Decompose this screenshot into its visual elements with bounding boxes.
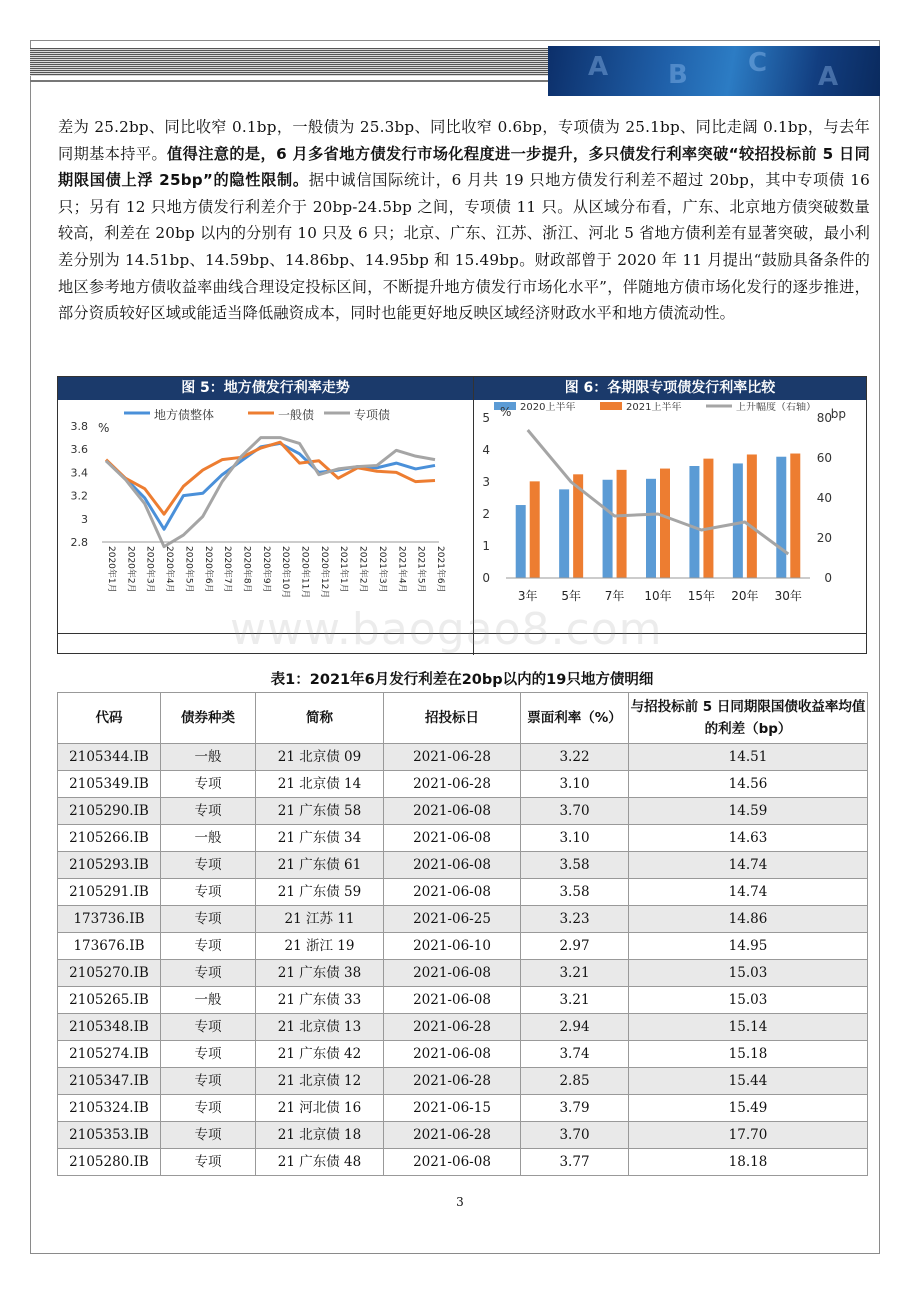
legend-label: 2020上半年 [520, 402, 576, 413]
legend-label: 2021上半年 [626, 402, 682, 413]
y-tick-label: 2 [482, 507, 490, 521]
cell-tender-date: 2021-06-28 [384, 1014, 521, 1041]
x-tick-label: 2020年8月 [241, 546, 252, 593]
cell-short-name: 21 广东债 59 [256, 879, 384, 906]
x-tick-label: 2020年6月 [202, 546, 213, 593]
x-tick-label: 15年 [687, 589, 716, 603]
y-tick-label: 3 [81, 512, 88, 526]
unit-label-right: bp [830, 407, 846, 421]
cell-type: 专项 [161, 1095, 256, 1122]
table-row [58, 987, 868, 1014]
y2-tick-label: 20 [816, 531, 832, 545]
header-code: 代码 [58, 693, 161, 744]
table-title: 表1：2021年6月发行利差在20bp以内的19只地方债明细 [270, 672, 654, 688]
cell-spread: 14.59 [629, 798, 868, 825]
table-body [58, 744, 868, 1176]
cell-spread: 15.03 [629, 960, 868, 987]
cell-code: 2105274.IB [58, 1041, 161, 1068]
x-tick-label: 2020年1月 [106, 546, 116, 593]
cell-type: 一般 [161, 987, 256, 1014]
cell-code: 173736.IB [58, 906, 161, 933]
cell-code: 2105290.IB [58, 798, 161, 825]
y2-tick-label: 40 [816, 491, 832, 505]
x-tick-label: 10年 [644, 589, 672, 603]
bar-2020h1 [733, 463, 743, 578]
legend-label: 地方债整体 [154, 408, 215, 422]
cell-type: 专项 [161, 1122, 256, 1149]
cell-coupon: 3.21 [521, 987, 629, 1014]
x-tick-label: 2020年10月 [280, 546, 291, 599]
y-tick-label: 3.4 [70, 466, 88, 480]
cell-spread: 14.63 [629, 825, 868, 852]
cell-tender-date: 2021-06-08 [384, 1149, 521, 1176]
cell-spread: 15.44 [629, 1068, 868, 1095]
cell-code: 2105348.IB [58, 1014, 161, 1041]
header-tender-date: 招投标日 [384, 693, 521, 744]
cell-coupon: 3.70 [521, 798, 629, 825]
cell-type: 一般 [161, 825, 256, 852]
cell-short-name: 21 北京债 14 [256, 771, 384, 798]
paragraph-part2: 据中诚信国际统计，6 月共 19 只地方债发行利差不超过 20bp，其中专项债 16 只；另有 12 只地方债发行利差介于 20bp-24.5bp 之间，专项债 11 只。从区域分布看，广东、北京地方债突破数量较高，利差在 20bp 以内的分别有 10 只及 6 只；北京、广东、江苏、浙江、河北 5 省地方债利差有显著突破，最小利差分别为 14.51bp、14.59bp、14.86bp、14.95bp 和 15.49bp。财政部曾于 2020 年 11 月提出“鼓励具备条件的地区参考地方债收益率曲线合理设定投标区间，不断提升地方债发行市场化水平”，伴随地方债市场化发行的逐步推进，部分资质较好区域或能适当降低融资成本，同时也能更好地反映区域经济财政水平和地方债流动性。 [58, 171, 871, 323]
cell-spread: 15.18 [629, 1041, 868, 1068]
figure6-title: 图 6：各期限专项债发行利率比较 [474, 377, 866, 400]
body-paragraph [58, 114, 870, 327]
cell-tender-date: 2021-06-28 [384, 744, 521, 771]
y-tick-label: 5 [482, 411, 490, 425]
cell-spread: 14.86 [629, 906, 868, 933]
cell-coupon: 3.77 [521, 1149, 629, 1176]
cell-short-name: 21 北京债 13 [256, 1014, 384, 1041]
cell-type: 专项 [161, 933, 256, 960]
cell-code: 2105344.IB [58, 744, 161, 771]
x-tick-label: 2020年11月 [299, 546, 310, 599]
bond-table [57, 692, 868, 1176]
x-tick-label: 30年 [774, 589, 802, 603]
cell-coupon: 3.10 [521, 771, 629, 798]
table-row [58, 1068, 868, 1095]
cell-spread: 15.49 [629, 1095, 868, 1122]
cell-spread: 14.56 [629, 771, 868, 798]
cell-coupon: 3.74 [521, 1041, 629, 1068]
table-header-row [58, 693, 868, 744]
header-type: 债券种类 [161, 693, 256, 744]
cell-coupon: 3.58 [521, 879, 629, 906]
x-tick-label: 2020年5月 [183, 546, 194, 593]
bar-2021h1 [530, 481, 540, 578]
y-tick-label: 3.6 [70, 443, 88, 457]
x-tick-label: 2021年6月 [435, 546, 445, 593]
cell-tender-date: 2021-06-08 [384, 825, 521, 852]
paragraph-bold: 值得注意的是，6 月多省地方债发行市场化程度进一步提升，多只债发行利率突破“较招投标前 5 日同期限国债上浮 25bp”的隐性限制。 [58, 144, 870, 190]
cell-short-name: 21 河北债 16 [256, 1095, 384, 1122]
cell-type: 专项 [161, 771, 256, 798]
cell-short-name: 21 广东债 61 [256, 852, 384, 879]
table-row [58, 879, 868, 906]
cell-type: 专项 [161, 960, 256, 987]
cell-tender-date: 2021-06-08 [384, 960, 521, 987]
cell-spread: 14.51 [629, 744, 868, 771]
y-tick-label: 0 [482, 571, 490, 585]
legend-label: 上升幅度（右轴） [736, 402, 816, 413]
series-line-专项债 [106, 438, 435, 547]
x-tick-label: 2020年12月 [318, 546, 329, 599]
y-tick-label: 3 [482, 475, 490, 489]
cell-tender-date: 2021-06-28 [384, 771, 521, 798]
x-tick-label: 2021年5月 [415, 546, 426, 593]
y-tick-label: 3.2 [70, 489, 88, 503]
cell-tender-date: 2021-06-08 [384, 852, 521, 879]
series-line-一般债 [106, 442, 435, 514]
cell-type: 专项 [161, 798, 256, 825]
bar-2021h1 [660, 469, 670, 578]
cell-type: 一般 [161, 744, 256, 771]
table-row [58, 933, 868, 960]
table-row [58, 1149, 868, 1176]
table-row [58, 744, 868, 771]
cell-code: 2105349.IB [58, 771, 161, 798]
series-line-地方债整体 [106, 443, 435, 529]
table-row [58, 825, 868, 852]
table-row [58, 1095, 868, 1122]
bar-2021h1 [790, 454, 800, 578]
cell-short-name: 21 北京债 18 [256, 1122, 384, 1149]
x-tick-label: 2020年2月 [125, 546, 136, 593]
bar-2020h1 [776, 457, 786, 578]
paragraph-part1: 差为 25.2bp、同比收窄 0.1bp，一般债为 25.3bp、同比收窄 0.6bp，专项债为 25.1bp、同比走阔 0.1bp，与去年同期基本持平。 [58, 118, 870, 163]
cell-spread: 14.74 [629, 879, 868, 906]
y2-tick-label: 80 [816, 411, 832, 425]
x-tick-label: 2021年1月 [338, 546, 349, 593]
bar-2020h1 [646, 479, 656, 578]
cell-code: 2105265.IB [58, 987, 161, 1014]
y2-tick-label: 0 [824, 571, 832, 585]
header-graphic: A B C A [548, 46, 880, 96]
legend-label: 专项债 [354, 408, 391, 422]
page-number: 3 [456, 1195, 464, 1209]
header-spread: 与招投标前 5 日同期限国债收益率均值的利差（bp） [629, 693, 868, 744]
bar-2020h1 [559, 489, 569, 578]
cell-coupon: 3.79 [521, 1095, 629, 1122]
cell-type: 专项 [161, 852, 256, 879]
header-coupon: 票面利率（%） [521, 693, 629, 744]
cell-type: 专项 [161, 1149, 256, 1176]
cell-short-name: 21 江苏 11 [256, 906, 384, 933]
cell-coupon: 3.70 [521, 1122, 629, 1149]
cell-type: 专项 [161, 879, 256, 906]
cell-coupon: 3.58 [521, 852, 629, 879]
cell-code: 2105266.IB [58, 825, 161, 852]
table-row [58, 852, 868, 879]
cell-short-name: 21 广东债 58 [256, 798, 384, 825]
bar-2021h1 [617, 470, 627, 578]
cell-code: 2105270.IB [58, 960, 161, 987]
cell-tender-date: 2021-06-25 [384, 906, 521, 933]
cell-coupon: 2.97 [521, 933, 629, 960]
cell-tender-date: 2021-06-28 [384, 1122, 521, 1149]
cell-code: 2105280.IB [58, 1149, 161, 1176]
bar-2021h1 [747, 454, 757, 578]
bar-2020h1 [516, 505, 526, 578]
cell-spread: 15.03 [629, 987, 868, 1014]
cell-short-name: 21 广东债 42 [256, 1041, 384, 1068]
cell-type: 专项 [161, 1014, 256, 1041]
y-tick-label: 1 [482, 539, 490, 553]
unit-label-left: % [500, 405, 512, 419]
table-row [58, 1014, 868, 1041]
cell-short-name: 21 广东债 38 [256, 960, 384, 987]
y-tick-label: 2.8 [70, 536, 88, 549]
header-banner [30, 46, 880, 96]
cell-tender-date: 2021-06-15 [384, 1095, 521, 1122]
cell-short-name: 21 北京债 12 [256, 1068, 384, 1095]
y2-tick-label: 60 [816, 451, 832, 465]
cell-spread: 15.14 [629, 1014, 868, 1041]
table-row [58, 798, 868, 825]
cell-code: 2105353.IB [58, 1122, 161, 1149]
unit-label: % [98, 421, 110, 435]
header-rule [30, 80, 550, 82]
table-row [58, 1122, 868, 1149]
figure5-line-chart [60, 402, 470, 632]
cell-coupon: 2.94 [521, 1014, 629, 1041]
header-stripes [30, 48, 550, 76]
cell-coupon: 2.85 [521, 1068, 629, 1095]
x-tick-label: 2020年3月 [144, 546, 155, 593]
cell-tender-date: 2021-06-28 [384, 1068, 521, 1095]
header-short-name: 简称 [256, 693, 384, 744]
cell-short-name: 21 广东债 33 [256, 987, 384, 1014]
figure6-bar-chart [476, 402, 864, 632]
x-tick-label: 2020年9月 [260, 546, 271, 593]
cell-type: 专项 [161, 906, 256, 933]
cell-tender-date: 2021-06-08 [384, 1041, 521, 1068]
figure5-title: 图 5：地方债发行利率走势 [58, 377, 473, 400]
cell-short-name: 21 广东债 48 [256, 1149, 384, 1176]
cell-code: 173676.IB [58, 933, 161, 960]
watermark: www.baogao8.com [230, 604, 663, 655]
cell-short-name: 21 浙江 19 [256, 933, 384, 960]
cell-spread: 17.70 [629, 1122, 868, 1149]
x-tick-label: 2021年4月 [396, 546, 407, 593]
table-row [58, 771, 868, 798]
cell-tender-date: 2021-06-08 [384, 798, 521, 825]
cell-coupon: 3.10 [521, 825, 629, 852]
legend-label: 一般债 [278, 408, 315, 422]
x-tick-label: 2020年4月 [164, 546, 175, 593]
cell-type: 专项 [161, 1041, 256, 1068]
cell-spread: 14.95 [629, 933, 868, 960]
cell-coupon: 3.23 [521, 906, 629, 933]
x-tick-label: 2021年2月 [357, 546, 368, 593]
cell-code: 2105293.IB [58, 852, 161, 879]
x-tick-label: 5年 [561, 589, 581, 603]
bar-2020h1 [689, 466, 699, 578]
cell-spread: 18.18 [629, 1149, 868, 1176]
cell-tender-date: 2021-06-08 [384, 987, 521, 1014]
cell-tender-date: 2021-06-08 [384, 879, 521, 906]
cell-code: 2105324.IB [58, 1095, 161, 1122]
x-tick-label: 3年 [517, 589, 538, 603]
y-tick-label: 4 [482, 443, 490, 457]
cell-tender-date: 2021-06-10 [384, 933, 521, 960]
x-tick-label: 7年 [604, 589, 625, 603]
cell-type: 专项 [161, 1068, 256, 1095]
x-tick-label: 2020年7月 [222, 546, 233, 593]
y-tick-label: 3.8 [70, 420, 88, 433]
legend-swatch [600, 402, 622, 410]
bar-2020h1 [603, 480, 613, 578]
cell-coupon: 3.22 [521, 744, 629, 771]
table-row [58, 1041, 868, 1068]
cell-coupon: 3.21 [521, 960, 629, 987]
cell-short-name: 21 北京债 09 [256, 744, 384, 771]
cell-code: 2105347.IB [58, 1068, 161, 1095]
cell-code: 2105291.IB [58, 879, 161, 906]
cell-spread: 14.74 [629, 852, 868, 879]
x-tick-label: 20年 [731, 589, 759, 603]
table-row [58, 906, 868, 933]
cell-short-name: 21 广东债 34 [256, 825, 384, 852]
bar-2021h1 [703, 459, 713, 578]
x-tick-label: 2021年3月 [376, 546, 387, 593]
table-row [58, 960, 868, 987]
